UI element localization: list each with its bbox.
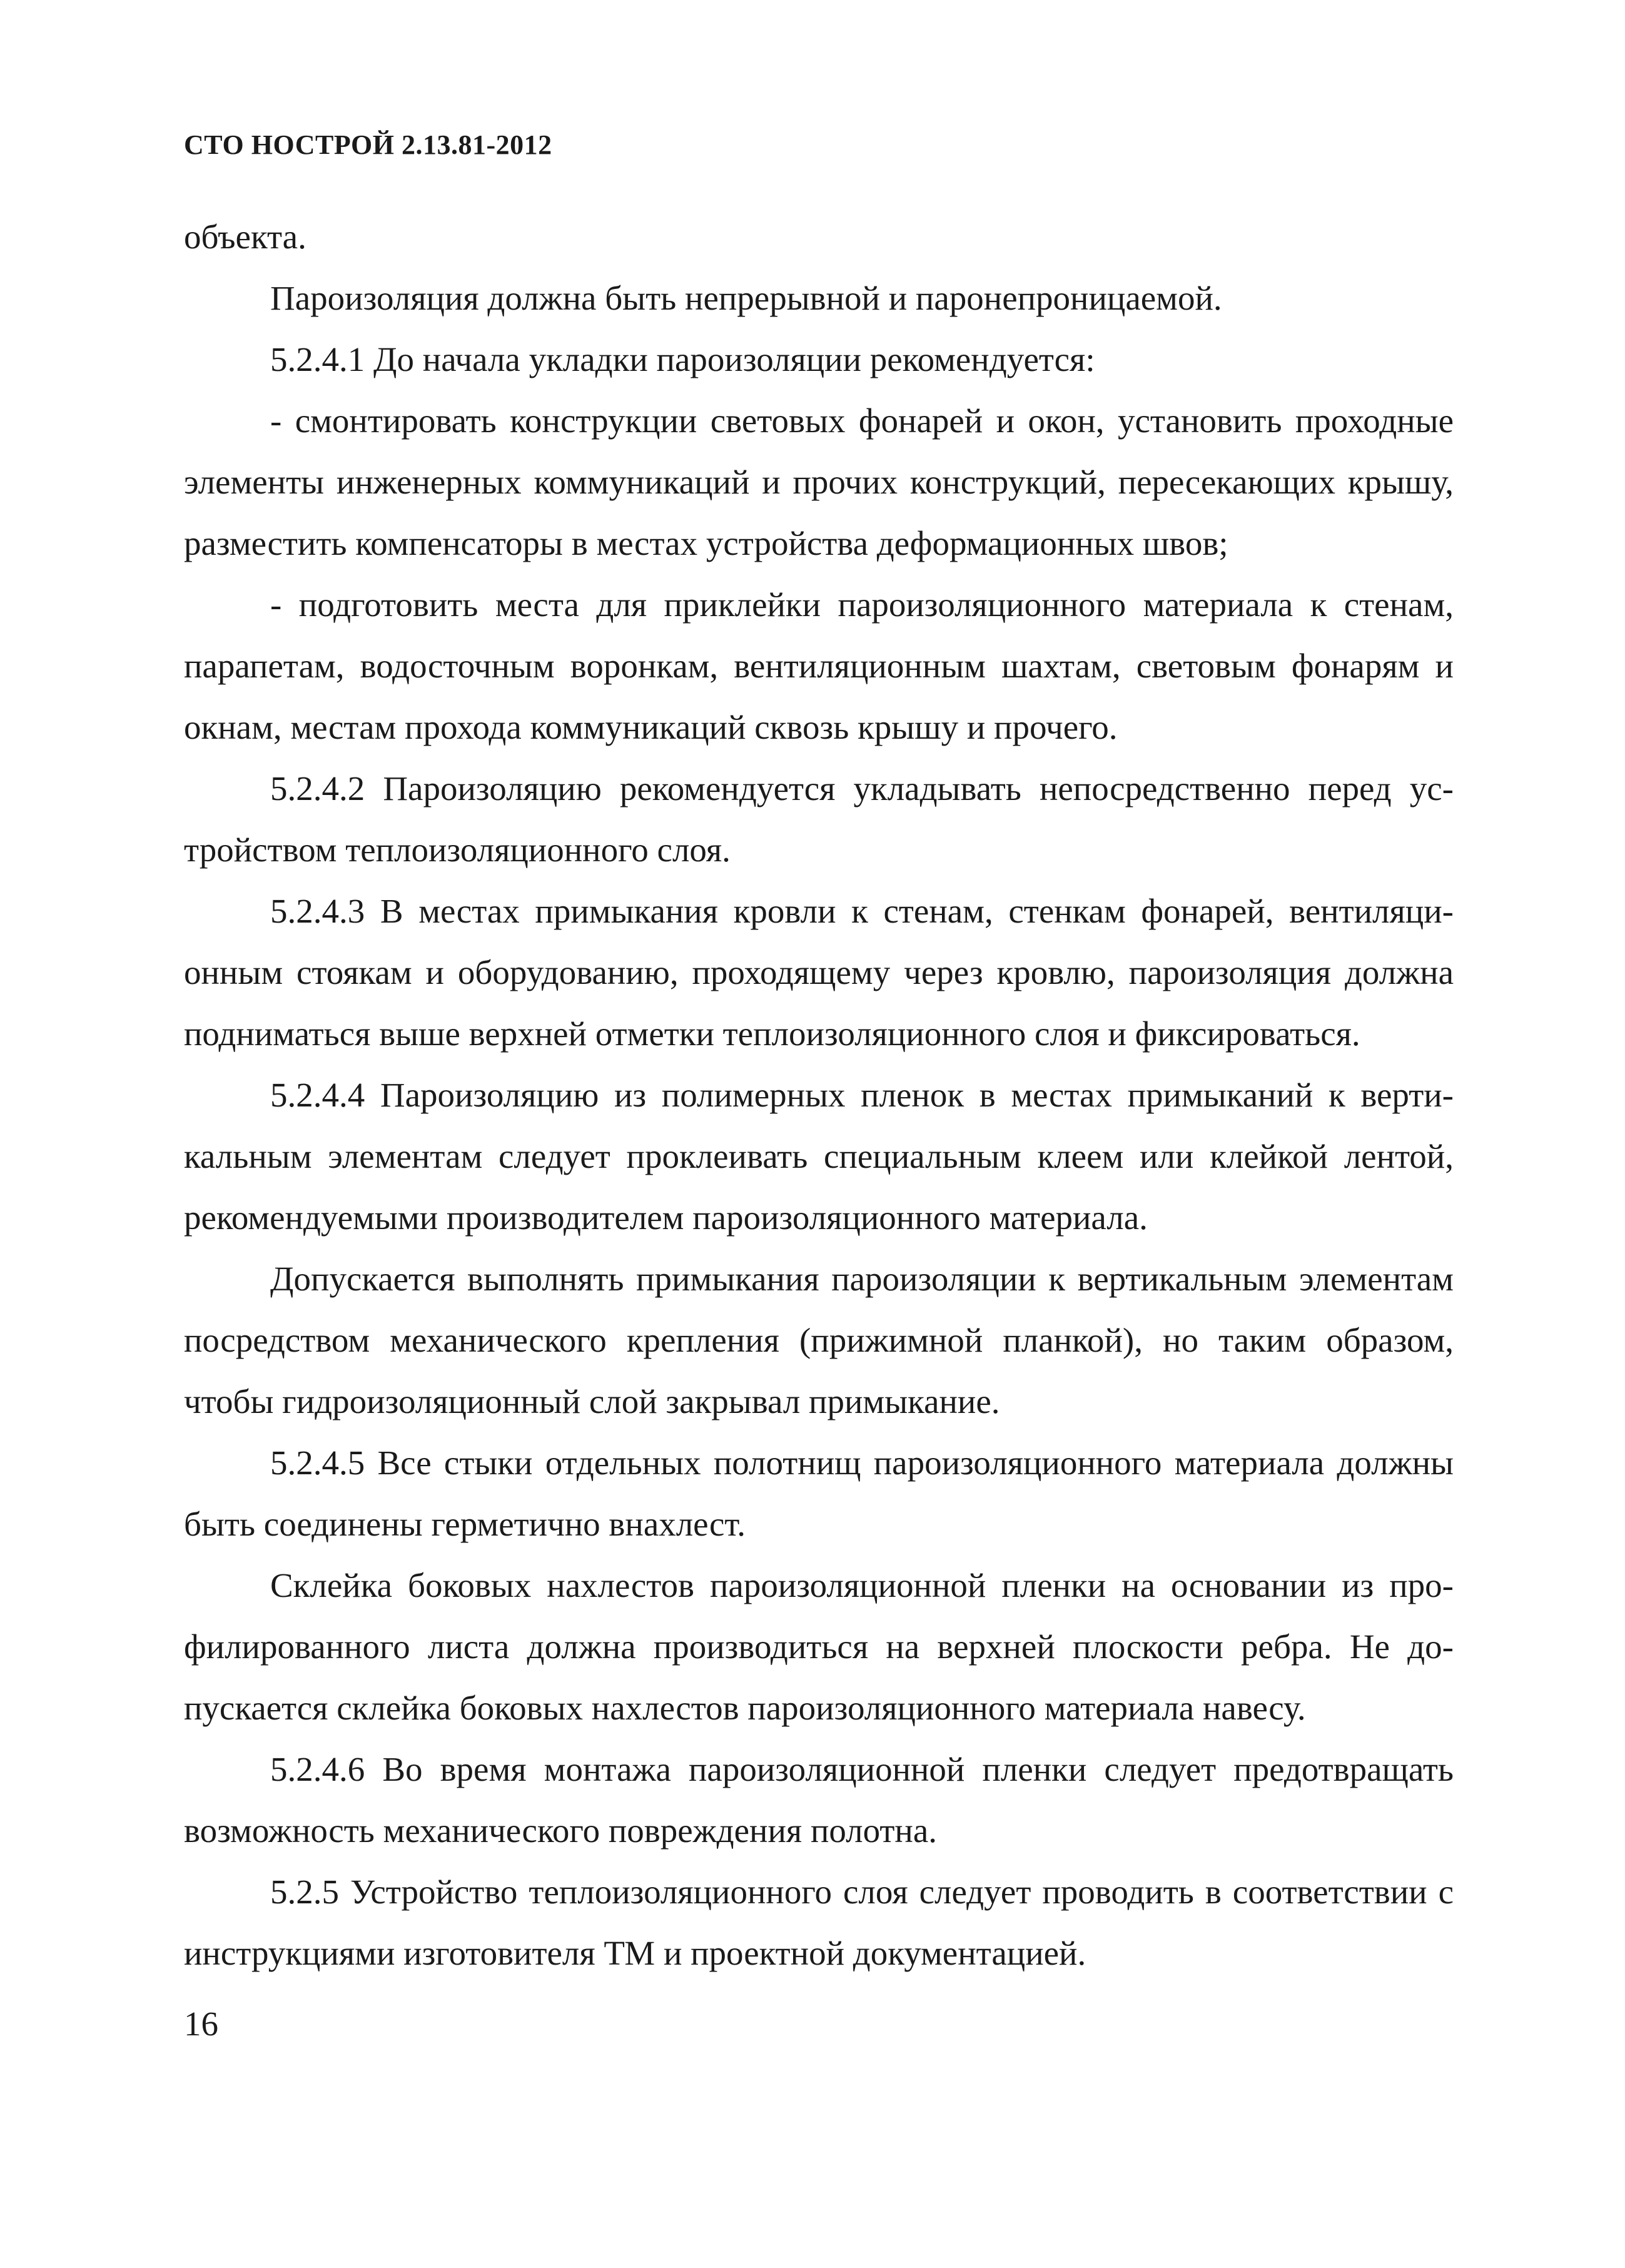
paragraph: 5.2.4.2 Пароизоляцию рекомендуется укладывать непосредственно перед устройством теплоизоляционного слоя.: [184, 769, 1454, 869]
paragraph: Допускается выполнять примыкания пароизоляции к вертикальным элементам посредством механического крепления (прижимной планкой), но таким образом, чтобы гидроизоляционный слой закрывал примыкание.: [184, 1260, 1454, 1420]
paragraph: Пароизоляция должна быть непрерывной и паронепроницаемой.: [270, 279, 1222, 317]
paragraph: 5.2.4.4 Пароизоляцию из полимерных пленок в местах примыканий к вертикальным элементам следует проклеивать специальным клеем или клейкой лентой, рекомендуемыми производителем пароизоляционного материала.: [184, 1076, 1454, 1237]
paragraph: 5.2.4.1 До начала укладки пароизоляции рекомендуется:: [270, 340, 1095, 378]
paragraph: 5.2.4.5 Все стыки отдельных полотнищ пароизоляционного материала должны быть соединены герметично внахлест.: [184, 1444, 1454, 1543]
document-header: СТО НОСТРОЙ 2.13.81-2012: [184, 129, 552, 160]
paragraph: - подготовить места для приклейки пароизоляционного материала к стенам, парапетам, водосточным воронкам, вентиляционным шахтам, световым фонарям и окнам, местам прохода коммуникаций сквозь крышу и прочего.: [184, 585, 1454, 746]
page-number: 16: [184, 2005, 218, 2043]
paragraph: 5.2.5 Устройство теплоизоляционного слоя следует проводить в соответствии с инструкциями изготовителя ТМ и проектной документацией.: [184, 1873, 1454, 1972]
document-body: [184, 206, 1454, 1984]
paragraph: объекта.: [184, 218, 306, 256]
paragraph: - смонтировать конструкции световых фонарей и окон, установить проходные элементы инженерных коммуникаций и прочих конструкций, пересекающих крышу, разместить компенсаторы в местах устройства деформационных швов;: [184, 402, 1454, 562]
paragraph: 5.2.4.6 Во время монтажа пароизоляционной пленки следует предотвращать возможность механического повреждения полотна.: [184, 1750, 1454, 1850]
paragraph: Склейка боковых нахлестов пароизоляционной пленки на основании из профилированного листа должна производиться на верхней плоскости ребра. Не допускается склейка боковых нахлестов пароизоляционного материала навесу.: [184, 1566, 1454, 1727]
paragraph: 5.2.4.3 В местах примыкания кровли к стенам, стенкам фонарей, вентиляционным стоякам и оборудованию, проходящему через кровлю, пароизоляция должна подниматься выше верхней отметки теплоизоляционного слоя и фиксироваться.: [184, 892, 1454, 1053]
